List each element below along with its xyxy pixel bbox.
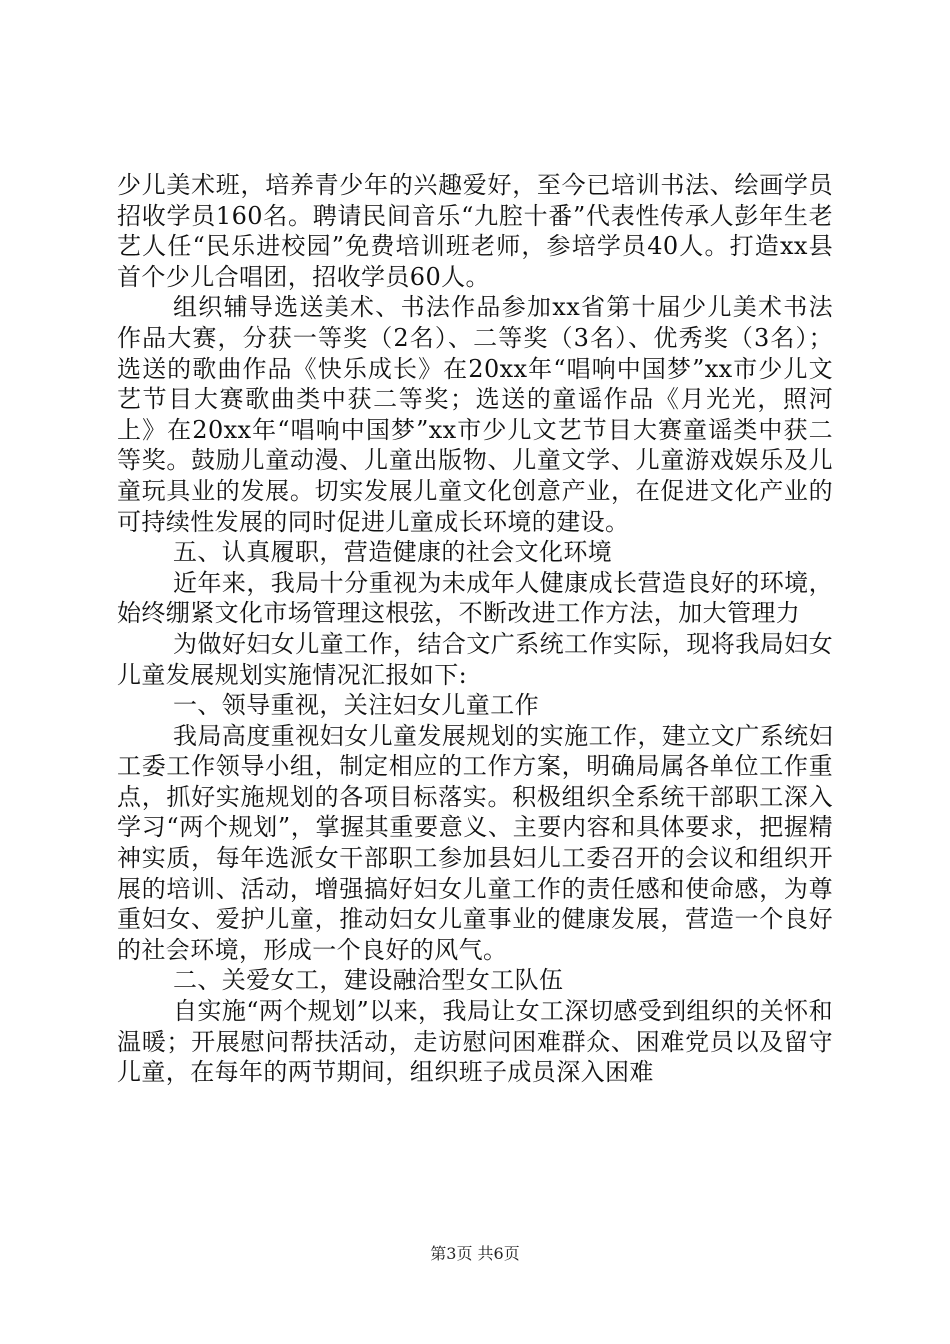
paragraph-leadership: 我局高度重视妇女儿童发展规划的实施工作，建立文广系统妇工委工作领导小组，制定相应的工作方案，明确局属各单位工作重点，抓好实施规划的各项目标落实。积极组织全系统干部职工深入学习“两个规划”，掌握其重要意义、主要内容和具体要求，把握精神实质，每年选派女干部职工参加县妇儿工委召开的会议和组织开展的培训、活动，增强搞好妇女儿童工作的责任感和使命感，为尊重妇女、爱护儿童，推动妇女儿童事业的健康发展，营造一个良好的社会环境，形成一个良好的风气。 <box>117 721 833 964</box>
paragraph-market-management: 近年来，我局十分重视为未成年人健康成长营造良好的环境，始终绷紧文化市场管理这根弦，不断改进工作方法，加大管理力 <box>117 568 833 628</box>
page-number-footer: 第3页 共6页 <box>430 1244 520 1263</box>
paragraph-female-workers: 自实施“两个规划”以来，我局让女工深切感受到组织的关怀和温暖；开展慰问帮扶活动，走访慰问困难群众、困难党员以及留守儿童，在每年的两节期间，组织班子成员深入困难 <box>117 997 833 1087</box>
section-heading-one: 一、领导重视，关注妇女儿童工作 <box>173 691 539 720</box>
paragraph-continuation: 少儿美术班，培养青少年的兴趣爱好，至今已培训书法、绘画学员招收学员160名。聘请民间音乐“九腔十番”代表性传承人彭年生老艺人任“民乐进校园”免费培训班老师，参培学员40人。打造xx县首个少儿合唱团，招收学员60人。 <box>117 171 833 291</box>
document-body <box>117 170 833 1088</box>
section-heading-five: 五、认真履职，营造健康的社会文化环境 <box>173 538 613 567</box>
paragraph-awards: 组织辅导选送美术、书法作品参加xx省第十届少儿美术书法作品大赛，分获一等奖（2名）、二等奖（3名）、优秀奖（3名）；选送的歌曲作品《快乐成长》在20xx年“唱响中国梦”xx市少儿文艺节目大赛歌曲类中获二等奖；选送的童谣作品《月光光，照河上》在20xx年“唱响中国梦”xx市少儿文艺节目大赛童谣类中获二等奖。鼓励儿童动漫、儿童出版物、儿童文学、儿童游戏娱乐及儿童玩具业的发展。切实发展儿童文化创意产业，在促进文化产业的可持续性发展的同时促进儿童成长环境的建设。 <box>117 293 833 536</box>
paragraph-report-intro: 为做好妇女儿童工作，结合文广系统工作实际，现将我局妇女儿童发展规划实施情况汇报如下: <box>117 629 833 689</box>
section-heading-two: 二、关爱女工，建设融洽型女工队伍 <box>173 966 564 995</box>
